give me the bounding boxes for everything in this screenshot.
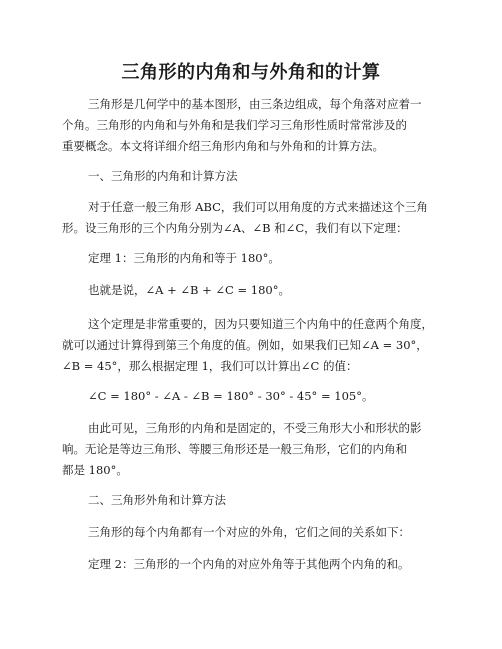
paragraph-line: ∠B = 45°，那么根据定理 1，我们可以计算出∠C 的值： [62,359,358,373]
formula-text: 也就是说，∠A + ∠B + ∠C = 180°。 [88,283,291,297]
paragraph-exterior-relation [62,522,440,543]
document-title: 三角形的内角和与外角和的计算 [121,62,381,83]
paragraph-line: 由此可见，三角形的内角和是固定的，不受三角形大小和形状的影 [88,421,422,435]
paragraph-line: 对于任意一般三角形 ABC，我们可以用角度的方式来描述这个三角 [88,200,428,214]
theorem-2 [62,554,440,575]
paragraph-line: 都是 180°。 [62,463,128,477]
paragraph-importance [62,314,440,377]
paragraph-conclusion [62,418,440,481]
paragraph-line: 个角。三角形的内角和与外角和是我们学习三角形性质时常常涉及的 [62,118,407,132]
paragraph-line: 形。设三角形的三个内角分别为∠A、∠B 和∠C，我们有以下定理： [62,221,408,235]
paragraph-intro [62,94,440,157]
formula-text: ∠C = 180° - ∠A - ∠B = 180° - 30° - 45° = 105°。 [88,389,374,403]
theorem-text: 定理 1：三角形的内角和等于 180°。 [88,251,280,265]
section-heading-1 [62,166,440,187]
paragraph-line: 就可以通过计算得到第三个角度的值。例如，如果我们已知∠A = 30°， [62,338,428,352]
paragraph-line: 三角形是几何学中的基本图形，由三条边组成，每个角落对应着一 [88,97,422,111]
heading-text: 二、三角形外角和计算方法 [88,493,226,507]
paragraph-line: 三角形的每个内角都有一个对应的外角，它们之间的关系如下： [88,525,410,539]
section-heading-2 [62,490,440,511]
theorem-text: 定理 2：三角形的一个内角的对应外角等于其他两个内角的和。 [88,557,410,571]
heading-text: 一、三角形的内角和计算方法 [88,169,238,183]
paragraph-computation [62,386,440,407]
paragraph-triangle-abc [62,197,440,239]
paragraph-formula-sum [62,280,440,301]
theorem-1 [62,248,440,269]
paragraph-line: 这个定理是非常重要的，因为只要知道三个内角中的任意两个角度， [88,317,433,331]
paragraph-line: 响。无论是等边三角形、等腰三角形还是一般三角形，它们的内角和 [62,442,407,456]
paragraph-line: 重要概念。本文将详细介绍三角形内角和与外角和的计算方法。 [62,139,384,153]
